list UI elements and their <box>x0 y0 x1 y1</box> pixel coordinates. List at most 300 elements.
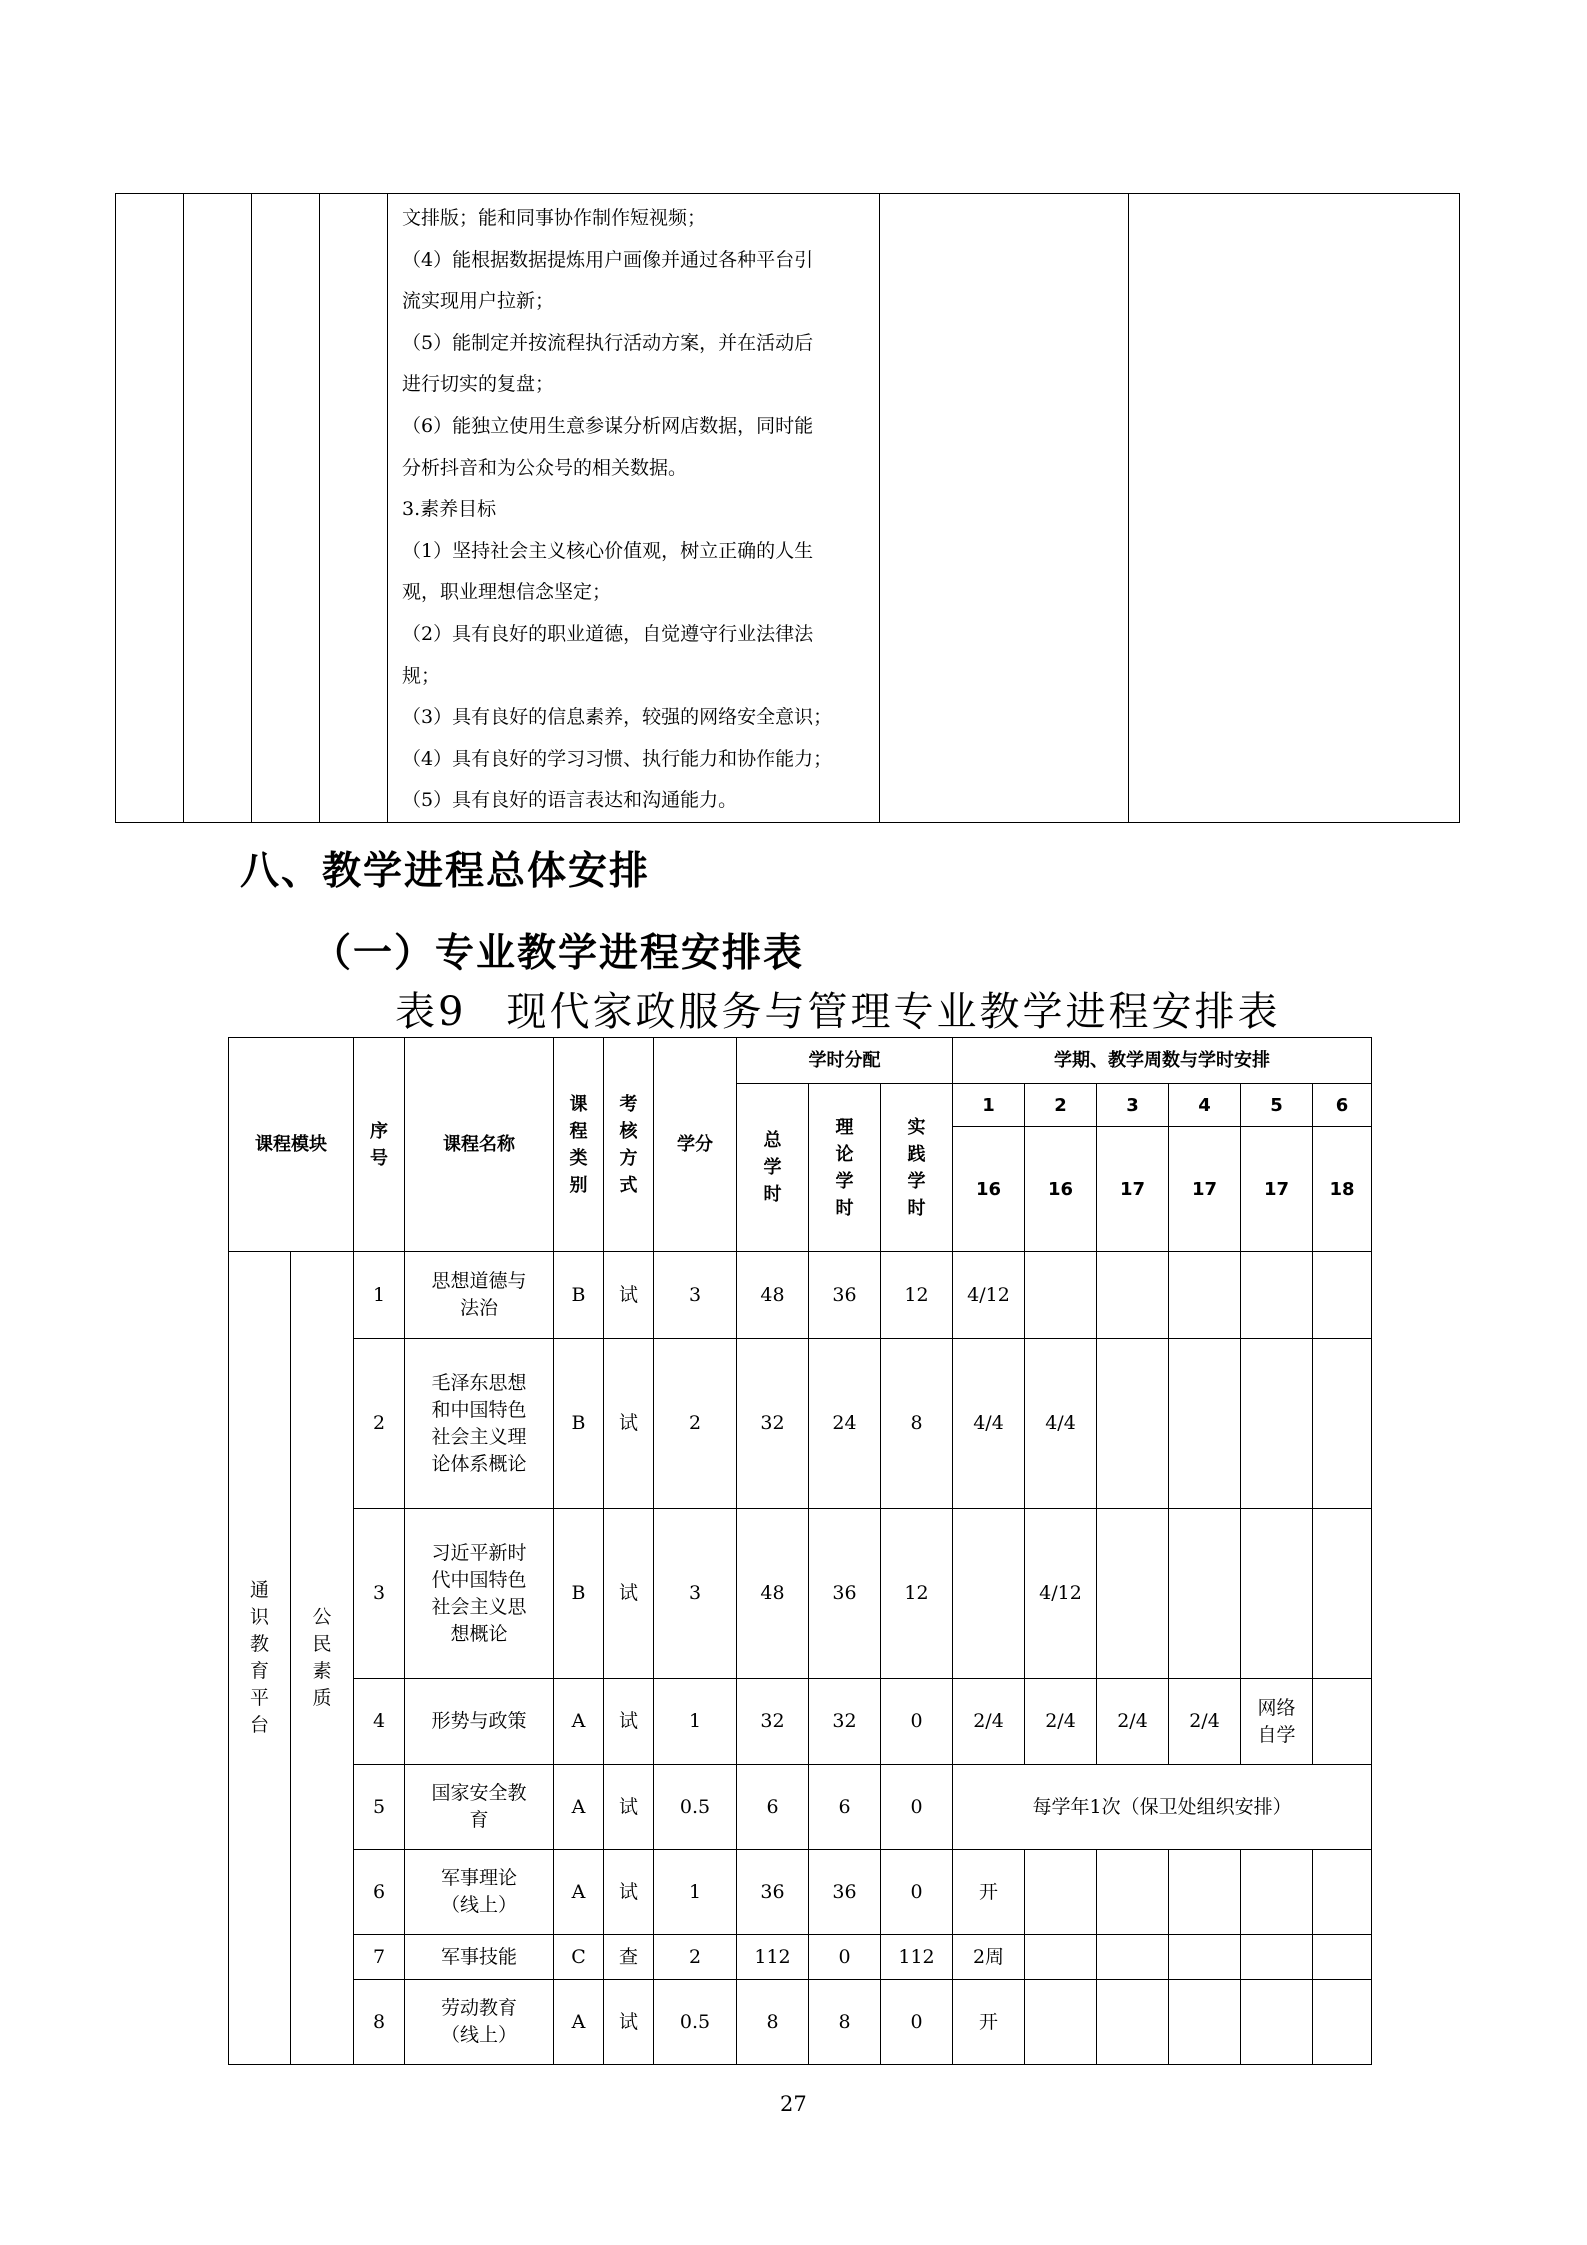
hours-total-cell <box>737 1850 809 1935</box>
semester-4-cell <box>1169 1252 1241 1339</box>
credits-cell-text: 2 <box>688 1945 702 1968</box>
header-hours-practice <box>881 1084 953 1252</box>
hours-theory-cell <box>809 1765 881 1850</box>
seq-cell <box>354 1679 405 1765</box>
credits-cell <box>654 1765 737 1850</box>
semester-5-cell-text: 网络 <box>1257 1696 1296 1719</box>
semester-2-cell-text: 2/4 <box>1045 1710 1076 1732</box>
course-type-cell <box>554 1935 604 1980</box>
header-weeks-2 <box>1025 1127 1097 1252</box>
semester-2-cell-text: 4/12 <box>1039 1582 1082 1604</box>
semester-6-cell <box>1313 1509 1372 1679</box>
header-semester-1-text: 1 <box>982 1094 995 1116</box>
course-name-cell-text: 军事理论 <box>440 1867 517 1889</box>
objective-line: （5）能制定并按流程执行活动方案，并在活动后 <box>402 331 814 354</box>
header-seq-text: 号 <box>370 1147 388 1169</box>
exam-method-cell-text: 查 <box>618 1945 638 1968</box>
header-weeks-3-text: 17 <box>1119 1178 1146 1200</box>
course-name-cell <box>405 1980 554 2065</box>
course-name-cell-text: 思想道德与 <box>431 1270 527 1292</box>
header-hours-group-text: 学时分配 <box>808 1050 881 1071</box>
seq-cell <box>354 1850 405 1935</box>
seq-cell-text: 4 <box>372 1710 386 1732</box>
semester-5-cell-text: 自学 <box>1257 1723 1296 1746</box>
objectives-text-cell <box>388 194 880 823</box>
seq-cell <box>354 1252 405 1339</box>
platform-cell <box>229 1252 291 2065</box>
semester-2-cell <box>1025 1509 1097 1679</box>
header-module <box>229 1038 354 1252</box>
header-semester-6 <box>1313 1084 1372 1127</box>
hours-total-cell-text: 48 <box>760 1283 785 1306</box>
hours-practice-cell-text: 8 <box>910 1412 923 1434</box>
objective-line: （4）具有良好的学习习惯、执行能力和协作能力； <box>402 747 833 770</box>
header-course-type-text: 程 <box>569 1120 588 1142</box>
hours-theory-cell-text: 36 <box>832 1880 857 1903</box>
semester-6-cell <box>1313 1980 1372 2065</box>
hours-theory-cell <box>809 1679 881 1765</box>
course-type-cell-text: C <box>571 1945 586 1968</box>
seq-cell <box>354 1980 405 2065</box>
semester-5-cell <box>1241 1935 1313 1980</box>
course-type-cell-text: A <box>571 2010 586 2033</box>
course-name-cell <box>405 1935 554 1980</box>
exam-method-cell <box>604 1980 654 2065</box>
hours-total-cell-text: 8 <box>766 2010 779 2033</box>
objective-line: （4）能根据数据提炼用户画像并通过各种平台引 <box>402 248 814 271</box>
exam-method-cell <box>604 1252 654 1339</box>
table-row <box>229 1252 1372 1339</box>
hours-total-cell-text: 32 <box>760 1412 785 1434</box>
header-semester-group <box>953 1038 1372 1084</box>
semester-2-cell <box>1025 1339 1097 1509</box>
header-hours-theory <box>809 1084 881 1252</box>
table-caption <box>395 980 1280 1037</box>
hours-total-cell-text: 36 <box>760 1880 785 1903</box>
objectives-lines <box>388 194 879 822</box>
hours-theory-cell-text: 8 <box>838 2010 851 2033</box>
seq-cell <box>354 1765 405 1850</box>
hours-theory-cell <box>809 1252 881 1339</box>
module-cell-text: 质 <box>312 1687 332 1709</box>
header-semester-1 <box>953 1084 1025 1127</box>
hours-total-cell <box>737 1765 809 1850</box>
course-type-cell <box>554 1850 604 1935</box>
objective-line: 流实现用户拉新； <box>402 290 555 313</box>
header-credits-text: 学分 <box>677 1134 713 1155</box>
semester-1-cell <box>953 1252 1025 1339</box>
semester-2-cell <box>1025 1935 1097 1980</box>
table-number: 表9 <box>395 989 467 1035</box>
course-name-cell-text: 论体系概论 <box>431 1452 527 1475</box>
semester-2-cell <box>1025 1252 1097 1339</box>
hours-total-cell <box>737 1339 809 1509</box>
semester-6-cell <box>1313 1339 1372 1509</box>
semester-1-cell-text: 开 <box>979 2010 999 2033</box>
course-name-cell-text: 毛泽东思想 <box>431 1371 527 1394</box>
semester-merged-cell-text: 每学年1次（保卫处组织安排） <box>1032 1795 1292 1818</box>
header-exam-method-text: 式 <box>619 1174 638 1196</box>
hours-theory-cell-text: 24 <box>832 1412 857 1434</box>
course-name-cell-text: 育 <box>469 1809 489 1831</box>
header-hours-group <box>737 1038 953 1084</box>
empty-cell <box>1129 194 1460 823</box>
header-course-name <box>405 1038 554 1252</box>
hours-theory-cell <box>809 1509 881 1679</box>
credits-cell-text: 3 <box>688 1283 702 1306</box>
semester-1-cell-text: 2周 <box>972 1945 1005 1968</box>
table-row <box>229 1339 1372 1509</box>
hours-practice-cell <box>881 1980 953 2065</box>
credits-cell <box>654 1850 737 1935</box>
seq-cell <box>354 1339 405 1509</box>
header-hours-total-text: 总 <box>763 1130 782 1151</box>
hours-practice-cell <box>881 1339 953 1509</box>
header-hours-total <box>737 1084 809 1252</box>
course-name-cell <box>405 1339 554 1509</box>
course-type-cell <box>554 1339 604 1509</box>
hours-theory-cell-text: 32 <box>832 1710 857 1732</box>
hours-total-cell <box>737 1252 809 1339</box>
course-name-cell-text: （线上） <box>440 1894 517 1916</box>
module-cell-text: 民 <box>312 1633 332 1655</box>
hours-practice-cell-text: 0 <box>910 1880 923 1903</box>
empty-cell <box>252 194 320 823</box>
hours-practice-cell-text: 12 <box>904 1283 929 1306</box>
seq-cell-text: 5 <box>372 1795 386 1818</box>
hours-practice-cell-text: 0 <box>910 1710 923 1732</box>
course-name-cell <box>405 1509 554 1679</box>
hours-total-cell-text: 6 <box>766 1795 779 1818</box>
header-semester-2 <box>1025 1084 1097 1127</box>
exam-method-cell <box>604 1850 654 1935</box>
seq-cell <box>354 1509 405 1679</box>
hours-theory-cell-text: 36 <box>832 1283 857 1306</box>
table-row <box>229 1935 1372 1980</box>
semester-1-cell <box>953 1850 1025 1935</box>
course-name-cell-text: 社会主义思 <box>431 1595 527 1618</box>
semester-1-cell <box>953 1339 1025 1509</box>
exam-method-cell-text: 试 <box>618 1412 638 1434</box>
header-semester-4 <box>1169 1084 1241 1127</box>
header-course-type <box>554 1038 604 1252</box>
exam-method-cell-text: 试 <box>618 1582 638 1604</box>
course-name-cell-text: 和中国特色 <box>431 1398 527 1421</box>
semester-5-cell <box>1241 1509 1313 1679</box>
hours-theory-cell-text: 6 <box>838 1795 851 1818</box>
header-semester-3-text: 3 <box>1126 1094 1139 1116</box>
header-weeks-4-text: 17 <box>1191 1178 1218 1200</box>
empty-cell <box>184 194 252 823</box>
credits-cell <box>654 1509 737 1679</box>
header-seq <box>354 1038 405 1252</box>
header-module-text: 课程模块 <box>255 1134 327 1155</box>
header-semester-group-text: 学期、教学周数与学时安排 <box>1054 1050 1271 1071</box>
table-title: 现代家政服务与管理专业教学进程安排表 <box>506 989 1281 1035</box>
course-type-cell <box>554 1679 604 1765</box>
header-weeks-6 <box>1313 1127 1372 1252</box>
semester-3-cell <box>1097 1850 1169 1935</box>
platform-cell-text: 平 <box>249 1687 269 1709</box>
exam-method-cell <box>604 1935 654 1980</box>
semester-3-cell <box>1097 1980 1169 2065</box>
semester-6-cell <box>1313 1252 1372 1339</box>
semester-1-cell-text: 开 <box>979 1880 999 1903</box>
exam-method-cell-text: 试 <box>618 2010 638 2033</box>
credits-cell <box>654 1935 737 1980</box>
header-weeks-5 <box>1241 1127 1313 1252</box>
hours-theory-cell <box>809 1935 881 1980</box>
table-row <box>229 1679 1372 1765</box>
header-semester-2-text: 2 <box>1054 1094 1067 1116</box>
header-course-name-text: 课程名称 <box>443 1134 515 1155</box>
semester-3-cell <box>1097 1252 1169 1339</box>
credits-cell-text: 0.5 <box>679 2010 711 2033</box>
semester-5-cell <box>1241 1252 1313 1339</box>
subsection-title: （一）专业教学进程安排表 <box>312 931 805 976</box>
hours-practice-cell <box>881 1679 953 1765</box>
hours-total-cell-text: 32 <box>760 1710 785 1732</box>
platform-cell-text: 教 <box>249 1633 269 1655</box>
semester-6-cell <box>1313 1935 1372 1980</box>
header-hours-practice-text: 学 <box>907 1170 926 1192</box>
course-objectives-table <box>115 193 1460 823</box>
course-type-cell-text: A <box>571 1880 586 1903</box>
objective-line: （2）具有良好的职业道德，自觉遵守行业法律法 <box>402 622 814 645</box>
semester-6-cell <box>1313 1679 1372 1765</box>
seq-cell-text: 3 <box>372 1582 386 1604</box>
header-exam-method-text: 核 <box>619 1120 638 1142</box>
course-type-cell <box>554 1765 604 1850</box>
exam-method-cell-text: 试 <box>618 1710 638 1732</box>
teaching-schedule-table <box>228 1037 1372 2065</box>
header-hours-total-text: 学 <box>763 1157 782 1178</box>
module-cell <box>291 1252 354 2065</box>
exam-method-cell <box>604 1509 654 1679</box>
semester-1-cell-text: 2/4 <box>973 1710 1004 1732</box>
seq-cell-text: 2 <box>372 1412 386 1434</box>
header-course-type-text: 课 <box>569 1093 588 1115</box>
platform-cell-text: 台 <box>249 1714 269 1736</box>
semester-4-cell <box>1169 1509 1241 1679</box>
table-row <box>229 1765 1372 1850</box>
empty-cell <box>116 194 184 823</box>
header-weeks-4 <box>1169 1127 1241 1252</box>
semester-merged-cell <box>953 1765 1372 1850</box>
hours-practice-cell <box>881 1509 953 1679</box>
module-cell-text: 公 <box>312 1606 332 1628</box>
semester-1-cell <box>953 1980 1025 2065</box>
header-weeks-1 <box>953 1127 1025 1252</box>
header-credits <box>654 1038 737 1252</box>
header-semester-5-text: 5 <box>1270 1094 1283 1116</box>
course-name-cell-text: 代中国特色 <box>431 1568 527 1591</box>
course-type-cell <box>554 1509 604 1679</box>
objective-line: （3）具有良好的信息素养，较强的网络安全意识； <box>402 706 833 729</box>
course-name-cell <box>405 1765 554 1850</box>
empty-cell <box>880 194 1129 823</box>
objective-line: 分析抖音和为公众号的相关数据。 <box>402 456 688 479</box>
exam-method-cell-text: 试 <box>618 1283 638 1306</box>
seq-cell-text: 8 <box>372 2010 386 2033</box>
objective-line: （1）坚持社会主义核心价值观，树立正确的人生 <box>402 539 814 562</box>
course-type-cell-text: B <box>571 1283 586 1306</box>
hours-practice-cell <box>881 1850 953 1935</box>
semester-3-cell <box>1097 1339 1169 1509</box>
module-cell-text: 素 <box>312 1660 332 1682</box>
table-row <box>229 1980 1372 2065</box>
course-name-cell-text: 社会主义理 <box>431 1425 527 1448</box>
header-seq-text: 序 <box>370 1120 388 1142</box>
header-course-type-text: 别 <box>569 1174 588 1196</box>
course-name-cell-text: 国家安全教 <box>431 1782 527 1804</box>
semester-1-cell-text: 4/4 <box>973 1412 1004 1434</box>
semester-1-cell <box>953 1935 1025 1980</box>
hours-theory-cell-text: 0 <box>838 1945 851 1968</box>
semester-1-cell-text: 4/12 <box>967 1283 1010 1306</box>
hours-practice-cell <box>881 1252 953 1339</box>
header-weeks-5-text: 17 <box>1263 1178 1290 1200</box>
seq-cell-text: 6 <box>372 1880 386 1903</box>
header-hours-theory-text: 学 <box>835 1170 854 1192</box>
credits-cell <box>654 1679 737 1765</box>
course-name-cell <box>405 1679 554 1765</box>
credits-cell <box>654 1339 737 1509</box>
semester-6-cell <box>1313 1850 1372 1935</box>
hours-total-cell <box>737 1935 809 1980</box>
header-weeks-2-text: 16 <box>1047 1178 1074 1200</box>
hours-total-cell-text: 112 <box>754 1945 791 1968</box>
header-semester-6-text: 6 <box>1335 1094 1349 1116</box>
header-weeks-6-text: 18 <box>1329 1178 1355 1200</box>
exam-method-cell <box>604 1679 654 1765</box>
semester-5-cell <box>1241 1850 1313 1935</box>
table-row <box>229 1850 1372 1935</box>
semester-5-cell <box>1241 1339 1313 1509</box>
course-name-cell-text: 劳动教育 <box>440 1997 517 2019</box>
empty-cell <box>320 194 388 823</box>
hours-practice-cell-text: 112 <box>898 1945 935 1968</box>
credits-cell-text: 3 <box>688 1582 702 1604</box>
semester-2-cell-text: 4/4 <box>1045 1412 1076 1434</box>
semester-1-cell <box>953 1679 1025 1765</box>
semester-5-cell <box>1241 1980 1313 2065</box>
seq-cell-text: 7 <box>372 1945 386 1968</box>
platform-cell-text: 识 <box>249 1606 269 1628</box>
objective-line: 3.素养目标 <box>402 498 497 521</box>
header-exam-method <box>604 1038 654 1252</box>
semester-3-cell <box>1097 1935 1169 1980</box>
course-type-cell-text: B <box>571 1582 586 1604</box>
semester-3-cell <box>1097 1679 1169 1765</box>
course-type-cell-text: B <box>571 1412 586 1434</box>
course-name-cell <box>405 1850 554 1935</box>
semester-1-cell <box>953 1509 1025 1679</box>
exam-method-cell-text: 试 <box>618 1880 638 1903</box>
page-number: 27 <box>780 2092 807 2116</box>
credits-cell <box>654 1980 737 2065</box>
seq-cell-text: 1 <box>372 1283 386 1306</box>
semester-4-cell-text: 2/4 <box>1189 1710 1220 1732</box>
semester-4-cell <box>1169 1679 1241 1765</box>
course-name-cell-text: 习近平新时 <box>431 1541 527 1564</box>
platform-cell-text: 育 <box>249 1660 269 1682</box>
hours-theory-cell <box>809 1850 881 1935</box>
header-hours-practice-text: 践 <box>907 1143 926 1165</box>
semester-5-cell <box>1241 1679 1313 1765</box>
course-name-cell-text: 军事技能 <box>440 1945 517 1968</box>
platform-cell-text: 通 <box>249 1579 269 1601</box>
credits-cell-text: 1 <box>688 1710 702 1732</box>
header-course-type-text: 类 <box>569 1147 588 1169</box>
section-title: 八、教学进程总体安排 <box>240 849 651 894</box>
semester-4-cell <box>1169 1339 1241 1509</box>
objective-line: 文排版；能和同事协作制作短视频； <box>402 207 707 229</box>
header-hours-theory-text: 时 <box>835 1197 854 1219</box>
semester-3-cell <box>1097 1509 1169 1679</box>
objective-line: 观，职业理想信念坚定； <box>402 581 612 604</box>
hours-total-cell <box>737 1509 809 1679</box>
hours-practice-cell <box>881 1935 953 1980</box>
credits-cell-text: 2 <box>688 1412 702 1434</box>
header-semester-5 <box>1241 1084 1313 1127</box>
objective-line: （5）具有良好的语言表达和沟通能力。 <box>402 789 738 812</box>
header-hours-total-text: 时 <box>763 1184 782 1205</box>
exam-method-cell-text: 试 <box>618 1795 638 1818</box>
course-name-cell <box>405 1252 554 1339</box>
semester-2-cell <box>1025 1850 1097 1935</box>
course-type-cell-text: A <box>571 1710 586 1732</box>
header-exam-method-text: 考 <box>619 1093 638 1115</box>
hours-total-cell <box>737 1980 809 2065</box>
objective-line: 进行切实的复盘； <box>402 373 555 396</box>
hours-total-cell <box>737 1679 809 1765</box>
header-semester-3 <box>1097 1084 1169 1127</box>
exam-method-cell <box>604 1765 654 1850</box>
hours-theory-cell <box>809 1339 881 1509</box>
objective-line: （6）能独立使用生意参谋分析网店数据，同时能 <box>402 414 814 437</box>
semester-2-cell <box>1025 1980 1097 2065</box>
exam-method-cell <box>604 1339 654 1509</box>
semester-4-cell <box>1169 1850 1241 1935</box>
course-name-cell-text: 法治 <box>459 1297 498 1319</box>
hours-practice-cell-text: 0 <box>910 2010 923 2033</box>
credits-cell-text: 0.5 <box>679 1795 711 1818</box>
course-type-cell <box>554 1252 604 1339</box>
table-row <box>229 1509 1372 1679</box>
semester-4-cell <box>1169 1980 1241 2065</box>
course-name-cell-text: 形势与政策 <box>431 1710 527 1732</box>
header-weeks-3 <box>1097 1127 1169 1252</box>
header-exam-method-text: 方 <box>619 1147 638 1169</box>
header-semester-4-text: 4 <box>1198 1094 1211 1116</box>
header-weeks-1-text: 16 <box>975 1178 1002 1200</box>
credits-cell <box>654 1252 737 1339</box>
course-type-cell-text: A <box>571 1795 586 1818</box>
hours-total-cell-text: 48 <box>760 1582 785 1604</box>
semester-3-cell-text: 2/4 <box>1117 1710 1148 1732</box>
header-hours-practice-text: 实 <box>907 1116 926 1138</box>
hours-theory-cell-text: 36 <box>832 1582 857 1604</box>
semester-2-cell <box>1025 1679 1097 1765</box>
course-name-cell-text: （线上） <box>440 2024 517 2046</box>
credits-cell-text: 1 <box>688 1880 702 1903</box>
seq-cell <box>354 1935 405 1980</box>
header-hours-practice-text: 时 <box>907 1197 926 1219</box>
course-type-cell <box>554 1980 604 2065</box>
header-hours-theory-text: 论 <box>835 1143 854 1165</box>
header-hours-theory-text: 理 <box>835 1116 854 1138</box>
